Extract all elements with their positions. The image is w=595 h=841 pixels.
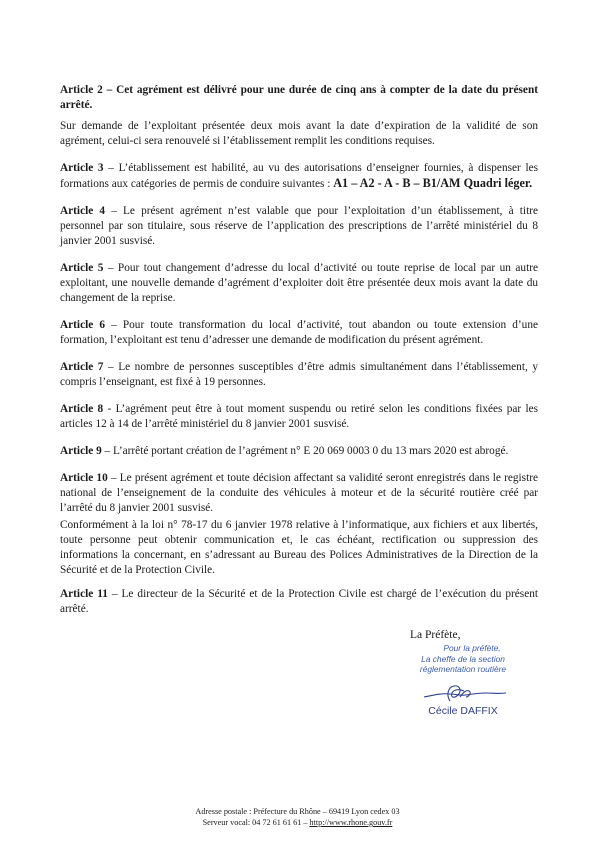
article-10-text: – Le présent agrément et toute décision affectant sa validité seront enregistrés dans le registre national de l’enseignement de la conduite des véhicules à moteur et de la sécurité routière créé par l’arrêté du 8 janvier 2001 susvisé. (60, 472, 538, 514)
article-7-label: Article 7 (60, 361, 104, 373)
handwritten-signature-icon (420, 681, 510, 707)
article-4-text: – Le présent agrément n’est valable que pour l’exploitation d’un établissement, à titre personnel par son titulaire, sous réserve de l’application des prescriptions de l’arrêté ministériel du 8 janvier 2001 susvisé. (60, 205, 538, 247)
article-5-label: Article 5 (60, 262, 104, 274)
article-10 (60, 471, 538, 516)
signature-block (398, 629, 528, 717)
article-5-text: – Pour tout changement d’adresse du local d’activité ou toute reprise de local par un autre exploitant, une nouvelle demande d’agrément d’exploiter doit être présentée deux mois avant la date du changement de la reprise. (60, 262, 538, 304)
article-6-label: Article 6 (60, 319, 105, 331)
stamp-line-3: réglementation routière (419, 664, 507, 674)
article-8 (60, 402, 538, 432)
article-9-label: Article 9 (60, 445, 102, 457)
article-2-heading: Article 2 – Cet agrément est délivré pour une durée de cinq ans à compter de la date du présent arrêté. (60, 84, 538, 111)
page-footer (0, 806, 595, 828)
article-11-text: – Le directeur de la Sécurité et de la Protection Civile est chargé de l’exécution du présent arrêté. (60, 588, 538, 615)
article-11 (60, 587, 538, 617)
article-10-label: Article 10 (60, 472, 108, 484)
article-7 (60, 360, 538, 390)
document-body (60, 83, 538, 629)
postal-address: Adresse postale : Préfecture du Rhône – 69419 Lyon cedex 03 (195, 807, 400, 816)
article-6-text: – Pour toute transformation du local d’activité, tout abandon ou toute extension d’une formation, l’exploitant est tenu d’adresser une demande de modification du présent agrément. (60, 319, 538, 346)
article-3-text: – L’établissement est habilité, au vu des autorisations d’enseigner fournies, à dispenser les formations aux catégories de permis de conduire suivantes : (60, 162, 538, 190)
contact-line (0, 817, 595, 828)
signatory-name: Cécile DAFFIX (428, 705, 498, 717)
article-5 (60, 261, 538, 306)
website-link[interactable]: http://www.rhone.gouv.fr (309, 818, 393, 827)
stamp-line-1: Pour la préfète, (443, 643, 501, 653)
signatory-title: La Préfète, (410, 629, 461, 641)
article-6 (60, 318, 538, 348)
stamp-line-2: La cheffe de la section (421, 653, 505, 664)
article-9 (60, 444, 538, 459)
article-8-label: Article 8 (60, 403, 104, 415)
article-10-privacy-notice: Conformément à la loi n° 78-17 du 6 janvier 1978 relative à l’informatique, aux fichiers et aux libertés, toute personne peut obtenir communication et, le cas échéant, rectification ou suppression des informations la concernant, en s’adressant au Bureau des Polices Administratives de la Direction de la Sécurité et de la Protection Civile. (60, 519, 538, 576)
article-4 (60, 204, 538, 249)
article-7-text: – Le nombre de personnes susceptibles d’être admis simultanément dans l’établissement, y compris l’enseignant, est fixé à 19 personnes. (60, 361, 538, 388)
article-9-text: – L’arrêté portant création de l’agrément n° E 20 069 0003 0 du 13 mars 2020 est abrogé. (101, 445, 509, 457)
article-3 (60, 161, 538, 192)
article-8-text: - L’agrément peut être à tout moment suspendu ou retiré selon les conditions fixées par les articles 12 à 14 de l’arrêté ministériel du 8 janvier 2001 susvisé. (60, 403, 538, 430)
article-3-label: Article 3 (60, 162, 104, 174)
voice-server: Serveur vocal: 04 72 61 61 61 – (202, 818, 310, 827)
article-2-body: Sur demande de l’exploitant présentée deux mois avant la date d’expiration de la validité de son agrément, celui-ci sera renouvelé si l’établissement remplit les conditions requises. (60, 120, 538, 147)
article-11-label: Article 11 (60, 588, 108, 600)
license-categories: A1 – A2 - A - B – B1/AM Quadri léger. (333, 176, 533, 190)
delegation-stamp (398, 643, 528, 675)
article-4-label: Article 4 (60, 205, 106, 217)
